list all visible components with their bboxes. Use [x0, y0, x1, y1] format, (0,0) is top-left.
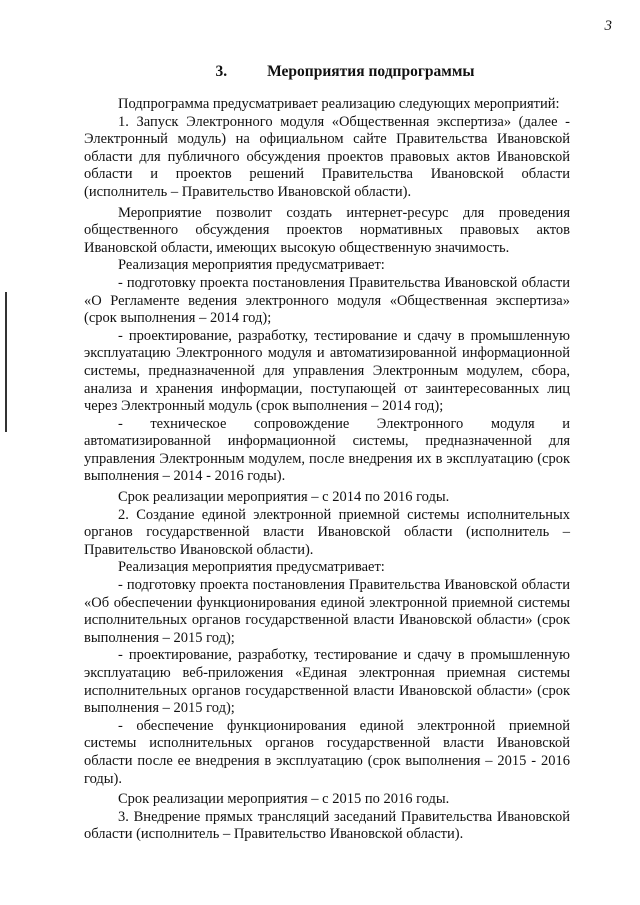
paragraph-item-2: 2. Создание единой электронной приемной системы исполнительных органов государственной власти Ивановской области (исполнитель – Правительство Ивановской области). [84, 506, 570, 558]
paragraph-item-1-purpose: Мероприятие позволит создать интернет-ресурс для проведения общественного обсуждения проектов нормативных правовых актов Ивановской области, имеющих высокую общественную значимость. [84, 204, 570, 256]
section-number: 3. [215, 63, 228, 80]
paragraph-item-2-includes: Реализация мероприятия предусматривает: [118, 559, 385, 576]
list-item: - обеспечение функционирования единой электронной приемной системы исполнительных органов государственной власти Ивановской области после ее внедрения в эксплуатацию (срок выполнения – 2015 - 2016 годы). [84, 717, 570, 787]
paragraph-intro: Подпрограмма предусматривает реализацию следующих мероприятий: [118, 96, 560, 112]
paragraph-item-1: 1. Запуск Электронного модуля «Общественная экспертиза» (далее - Электронный модуль) на официальном сайте Правительства Ивановской области для публичного обсуждения проектов правовых актов Ивановской области и проектов решений Правительства Ивановской области (исполнитель – Правительство Ивановской области). [84, 113, 570, 200]
margin-line [5, 292, 7, 432]
list-item: - техническое сопровождение Электронного модуля и автоматизированной информационной системы, предназначенной для управления Электронным модулем, после внедрения их в эксплуатацию (срок выполнения – 2014 - 2016 годы). [84, 415, 570, 485]
paragraph-item-2-term: Срок реализации мероприятия – с 2015 по 2016 годы. [118, 791, 450, 808]
paragraph-item-1-includes: Реализация мероприятия предусматривает: [118, 257, 385, 274]
list-item: - проектирование, разработку, тестирование и сдачу в промышленную эксплуатацию Электронного модуля и автоматизированной информационной системы, предназначенной для управления Электронным модулем, сбора, анализа и хранения информации, поступающей от заинтересованных лиц через Электронный модуль (срок выполнения – 2014 год); [84, 327, 570, 415]
section-heading [84, 62, 570, 82]
paragraph-item-3: 3. Внедрение прямых трансляций заседаний Правительства Ивановской области (исполнитель – Правительство Ивановской области). [84, 808, 570, 843]
page-number: 3 [604, 18, 612, 34]
paragraph-item-1-term: Срок реализации мероприятия – с 2014 по 2016 годы. [118, 489, 450, 506]
list-item: - подготовку проекта постановления Правительства Ивановской области «Об обеспечении функционирования единой электронной приемной системы исполнительных органов государственной власти Ивановской области» (срок выполнения – 2015 год); [84, 577, 570, 646]
list-item: - подготовку проекта постановления Правительства Ивановской области «О Регламенте ведения электронного модуля «Общественная экспертиза» (срок выполнения – 2014 год); [84, 274, 570, 327]
section-title: Мероприятия подпрограммы [267, 63, 475, 80]
document-body [84, 62, 570, 844]
list-item: - проектирование, разработку, тестирование и сдачу в промышленную эксплуатацию веб-приложения «Единая электронная приемная системы исполнительных органов государственной власти Ивановской области» (срок выполнения – 2015 год); [84, 647, 570, 717]
